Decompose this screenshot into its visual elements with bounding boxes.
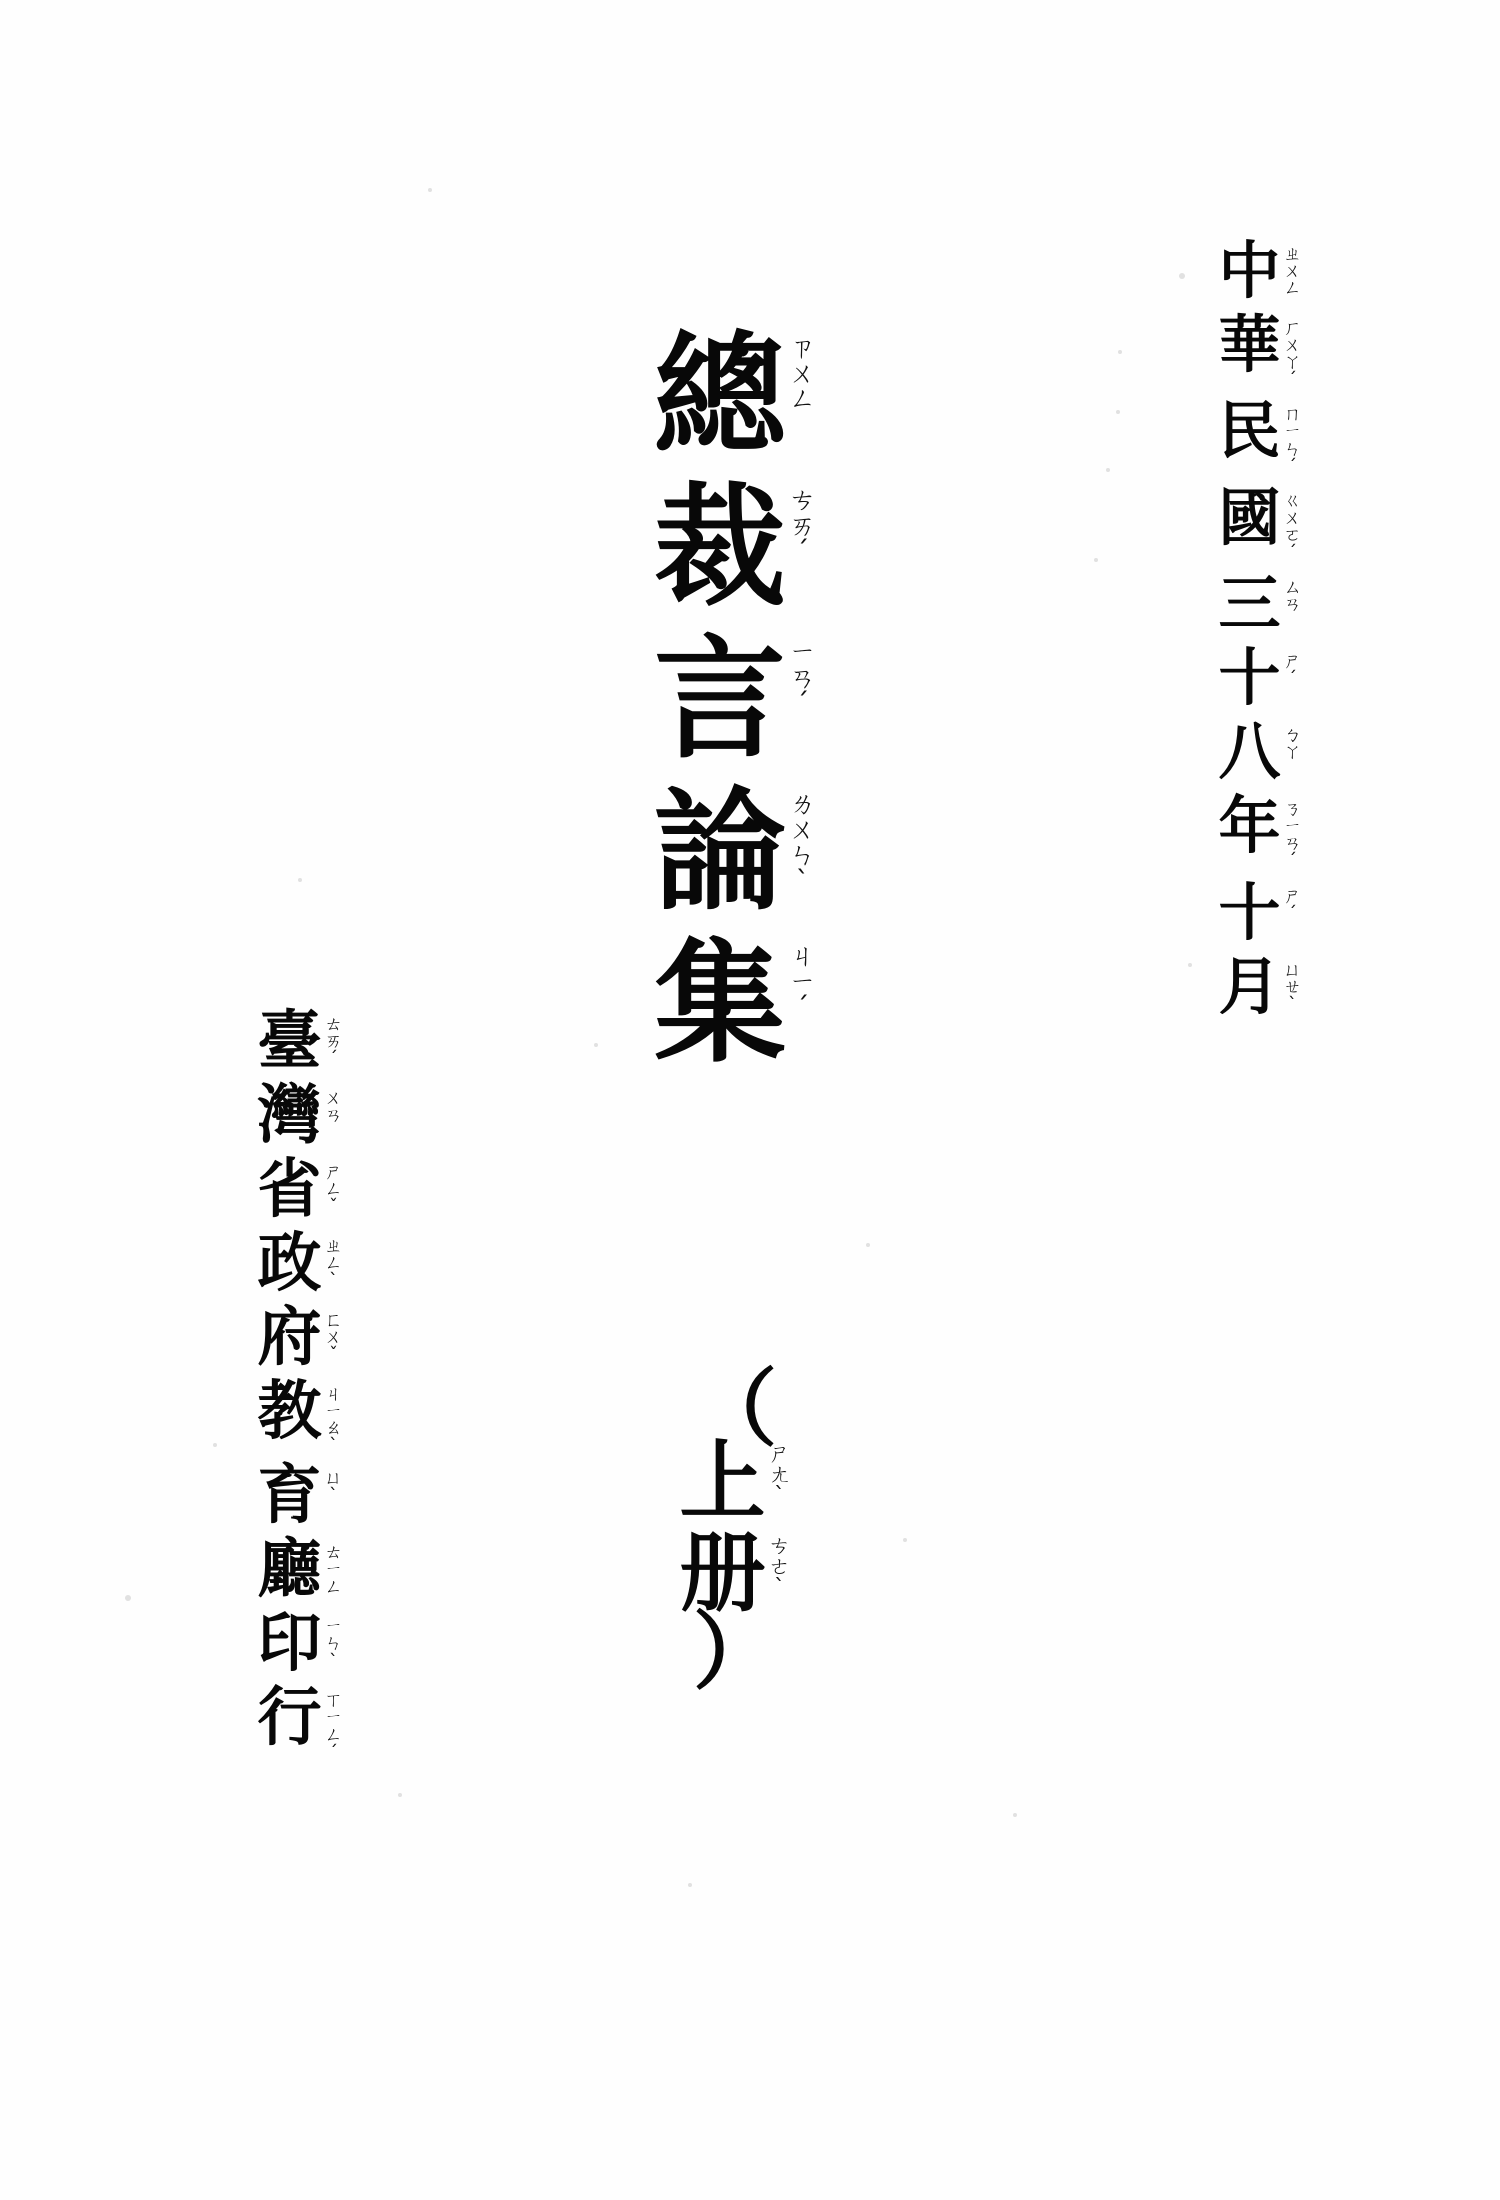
publisher-han: 政 bbox=[257, 1227, 322, 1301]
scan-speck bbox=[594, 1043, 598, 1047]
title-char bbox=[654, 927, 816, 1081]
publisher-imprint bbox=[225, 1005, 375, 1771]
date-han: 華 bbox=[1218, 308, 1281, 381]
publisher-han: 灣 bbox=[257, 1079, 322, 1153]
date-bopomofo: ㄓ ㄨ ㄥ bbox=[1283, 244, 1302, 300]
publisher-bopomofo: ㄧ ㄣ ˋ bbox=[324, 1616, 343, 1672]
date-han: 國 bbox=[1218, 480, 1281, 554]
scan-speck bbox=[1118, 350, 1122, 354]
date-bopomofo: ㄙ ㄢ bbox=[1283, 577, 1302, 616]
scan-speck bbox=[688, 1883, 692, 1887]
date-han: 中 bbox=[1218, 234, 1281, 307]
publisher-bopomofo: ㄊ ㄧ ㄥ bbox=[324, 1542, 343, 1598]
publisher-char bbox=[257, 1607, 343, 1682]
date-han: 月 bbox=[1218, 949, 1281, 1023]
date-char bbox=[1218, 308, 1302, 391]
scan-speck bbox=[866, 1243, 870, 1247]
publisher-char bbox=[257, 1459, 343, 1534]
volume-han: 册 bbox=[679, 1523, 766, 1624]
date-han: 年 bbox=[1218, 789, 1281, 863]
publication-date bbox=[1185, 234, 1335, 1030]
volume-bopomofo: ㄘ ㄜ ˋ bbox=[768, 1533, 791, 1601]
publisher-han: 育 bbox=[257, 1459, 322, 1534]
title-bopomofo: ㄘ ㄞ ˊ bbox=[789, 485, 816, 568]
date-char bbox=[1218, 480, 1302, 564]
scan-speck bbox=[298, 878, 302, 882]
volume-marker bbox=[660, 1360, 810, 1701]
volume-char bbox=[679, 1431, 791, 1532]
scan-speck bbox=[213, 1443, 217, 1447]
publisher-bopomofo: ㄊ ㄞ ˊ bbox=[324, 1014, 343, 1070]
title-han: 論 bbox=[654, 775, 786, 929]
publisher-char bbox=[257, 1227, 343, 1301]
volume-han: 上 bbox=[679, 1431, 766, 1532]
publisher-char bbox=[257, 1079, 343, 1153]
title-bopomofo: ㄗ ㄨ ㄥ bbox=[789, 333, 816, 416]
publisher-han: 臺 bbox=[257, 1005, 322, 1079]
date-char bbox=[1218, 715, 1302, 789]
date-char bbox=[1218, 875, 1302, 949]
date-bopomofo: ㄅ ㄚ bbox=[1283, 725, 1302, 764]
date-char bbox=[1218, 234, 1302, 307]
title-han: 裁 bbox=[654, 471, 786, 625]
date-han: 八 bbox=[1218, 715, 1281, 789]
date-han: 十 bbox=[1218, 875, 1281, 949]
publisher-char bbox=[257, 1153, 343, 1227]
date-char bbox=[1218, 949, 1302, 1023]
publisher-han: 教 bbox=[257, 1375, 322, 1449]
title-char bbox=[654, 319, 816, 473]
date-char bbox=[1218, 641, 1302, 715]
scan-speck bbox=[1106, 468, 1110, 472]
scan-speck bbox=[125, 1595, 131, 1601]
date-bopomofo: ㄋ ㄧ ㄢ ˊ bbox=[1283, 799, 1302, 872]
scan-speck bbox=[398, 1793, 402, 1797]
date-han: 民 bbox=[1218, 394, 1281, 468]
title-han: 總 bbox=[654, 319, 786, 473]
scan-speck bbox=[1094, 558, 1098, 562]
title-han: 集 bbox=[654, 927, 786, 1081]
publisher-char bbox=[257, 1681, 343, 1763]
publisher-han: 行 bbox=[257, 1681, 322, 1756]
publisher-bopomofo: ㄓ ㄥ ˋ bbox=[324, 1236, 343, 1292]
scan-speck bbox=[903, 1538, 907, 1542]
date-bopomofo: ㄇ ㄧ ㄣ ˊ bbox=[1283, 404, 1302, 477]
volume-open-paren: （ bbox=[692, 1360, 777, 1458]
scan-speck bbox=[1013, 1813, 1017, 1817]
publisher-bopomofo: ㄕ ㄥ ˇ bbox=[324, 1162, 343, 1218]
publisher-bopomofo: ㄩ ˋ bbox=[324, 1468, 343, 1507]
volume-close-paren: ） bbox=[692, 1602, 777, 1701]
date-bopomofo: ㄕ ˊ bbox=[1283, 885, 1302, 924]
date-bopomofo: ㄩ ㄝ ˋ bbox=[1283, 959, 1302, 1015]
title-bopomofo: ㄐ ㄧ ˊ bbox=[789, 941, 816, 1024]
title-char bbox=[654, 775, 816, 929]
publisher-bopomofo: ㄒ ㄧ ㄥ ˊ bbox=[324, 1690, 343, 1763]
publisher-char bbox=[257, 1005, 343, 1079]
title-bopomofo: ㄧ ㄢ ˊ bbox=[789, 637, 816, 720]
publisher-bopomofo: ㄈ ㄨ ˇ bbox=[324, 1310, 343, 1366]
date-char bbox=[1218, 394, 1302, 477]
title-han: 言 bbox=[654, 623, 786, 777]
date-char bbox=[1218, 789, 1302, 872]
publisher-char bbox=[257, 1301, 343, 1375]
publisher-char bbox=[257, 1533, 343, 1608]
publisher-char bbox=[257, 1375, 343, 1457]
title-char bbox=[654, 623, 816, 777]
publisher-han: 省 bbox=[257, 1153, 322, 1227]
date-han: 十 bbox=[1218, 641, 1281, 715]
title-char bbox=[654, 471, 816, 625]
date-bopomofo: ㄍ ㄨ ㄛ ˊ bbox=[1283, 490, 1302, 564]
publisher-han: 印 bbox=[257, 1607, 322, 1682]
scan-speck bbox=[428, 188, 432, 192]
publisher-bopomofo: ㄐ ㄧ ㄠ ˋ bbox=[324, 1384, 343, 1457]
publisher-han: 廳 bbox=[257, 1533, 322, 1608]
date-bopomofo: ㄏ ㄨ ㄚ ˊ bbox=[1283, 318, 1302, 391]
volume-bopomofo: ㄕ ㄤ ˋ bbox=[768, 1441, 791, 1509]
book-title bbox=[620, 319, 850, 1090]
date-char bbox=[1218, 567, 1302, 641]
scan-speck bbox=[1116, 410, 1120, 414]
date-bopomofo: ㄕ ˊ bbox=[1283, 651, 1302, 690]
title-bopomofo: ㄌ ㄨ ㄣ ˋ bbox=[789, 789, 816, 897]
publisher-han: 府 bbox=[257, 1301, 322, 1375]
publisher-bopomofo: ㄨ ㄢ bbox=[324, 1088, 343, 1127]
date-han: 三 bbox=[1218, 567, 1281, 641]
